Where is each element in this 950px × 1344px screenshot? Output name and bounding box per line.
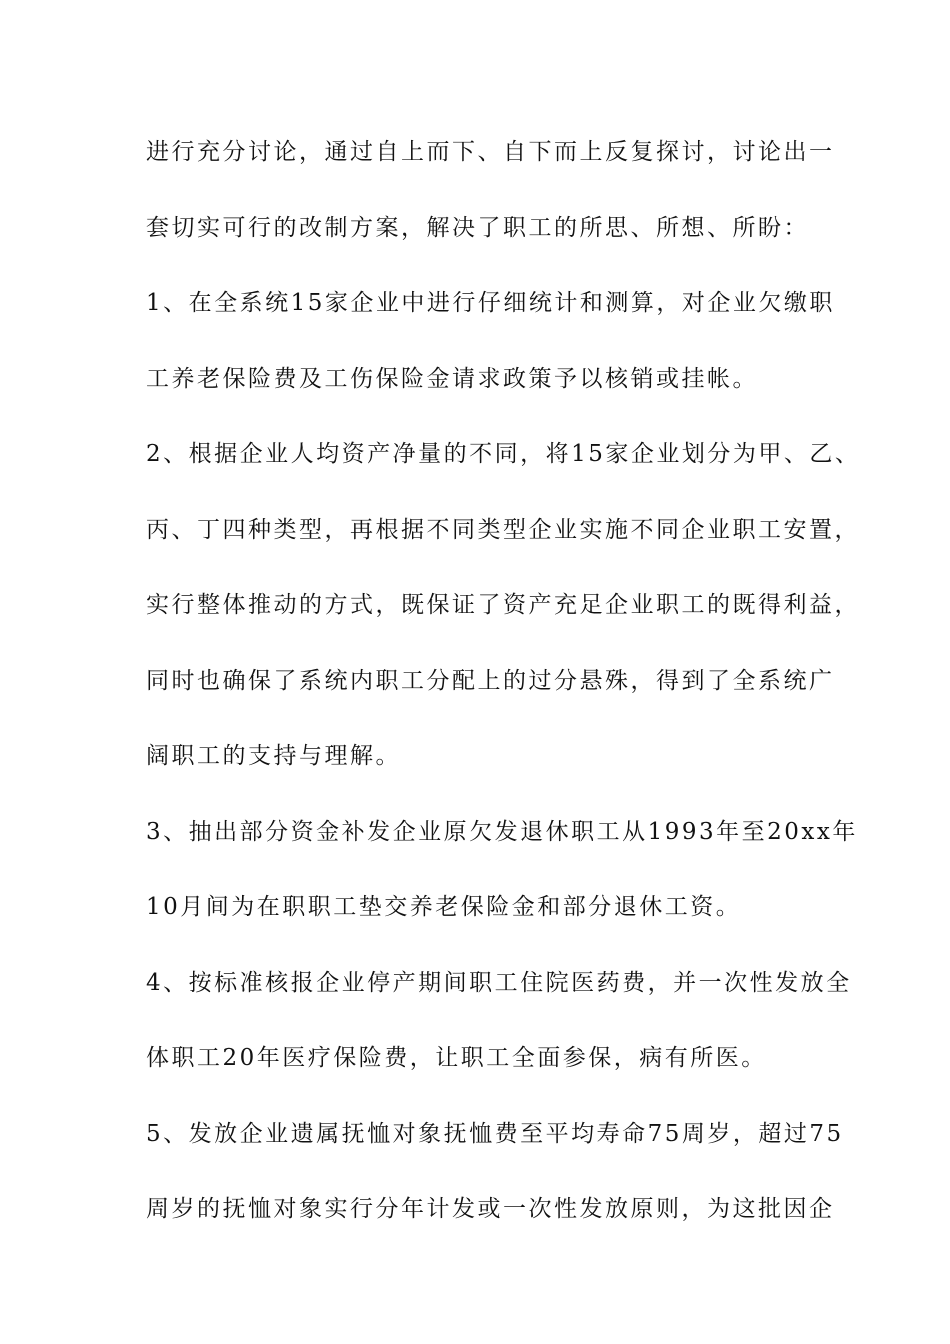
text-line: 同时也确保了系统内职工分配上的过分悬殊，得到了全系统广 <box>146 667 835 694</box>
text-line: 阔职工的支持与理解。 <box>146 743 401 769</box>
text-line: 进行充分讨论，通过自上而下、自下而上反复探讨，讨论出一 <box>146 139 835 165</box>
text-line: 3、抽出部分资金补发企业原欠发退休职工从1993年至20xx年 <box>146 818 858 845</box>
text-line: 5、发放企业遗属抚恤对象抚恤费至平均寿命75周岁，超过75 <box>146 1120 844 1147</box>
document-body <box>146 128 861 1261</box>
text-line: 10月间为在职职工垫交养老保险金和部分退休工资。 <box>146 894 742 920</box>
text-line: 周岁的抚恤对象实行分年计发或一次性发放原则，为这批因企 <box>146 1196 835 1222</box>
text-line: 1、在全系统15家企业中进行仔细统计和测算，对企业欠缴职 <box>146 290 835 316</box>
text-line: 套切实可行的改制方案，解决了职工的所思、所想、所盼： <box>146 214 809 241</box>
text-line: 工养老保险费及工伤保险金请求政策予以核销或挂帐。 <box>146 365 758 392</box>
text-line: 丙、丁四种类型，再根据不同类型企业实施不同企业职工安置， <box>146 516 860 543</box>
text-line: 2、根据企业人均资产净量的不同，将15家企业划分为甲、乙、 <box>146 441 861 467</box>
text-line: 实行整体推动的方式，既保证了资产充足企业职工的既得利益， <box>146 592 860 618</box>
text-line: 4、按标准核报企业停产期间职工住院医药费，并一次性发放全 <box>146 969 852 996</box>
text-line: 体职工20年医疗保险费，让职工全面参保，病有所医。 <box>146 1045 767 1071</box>
